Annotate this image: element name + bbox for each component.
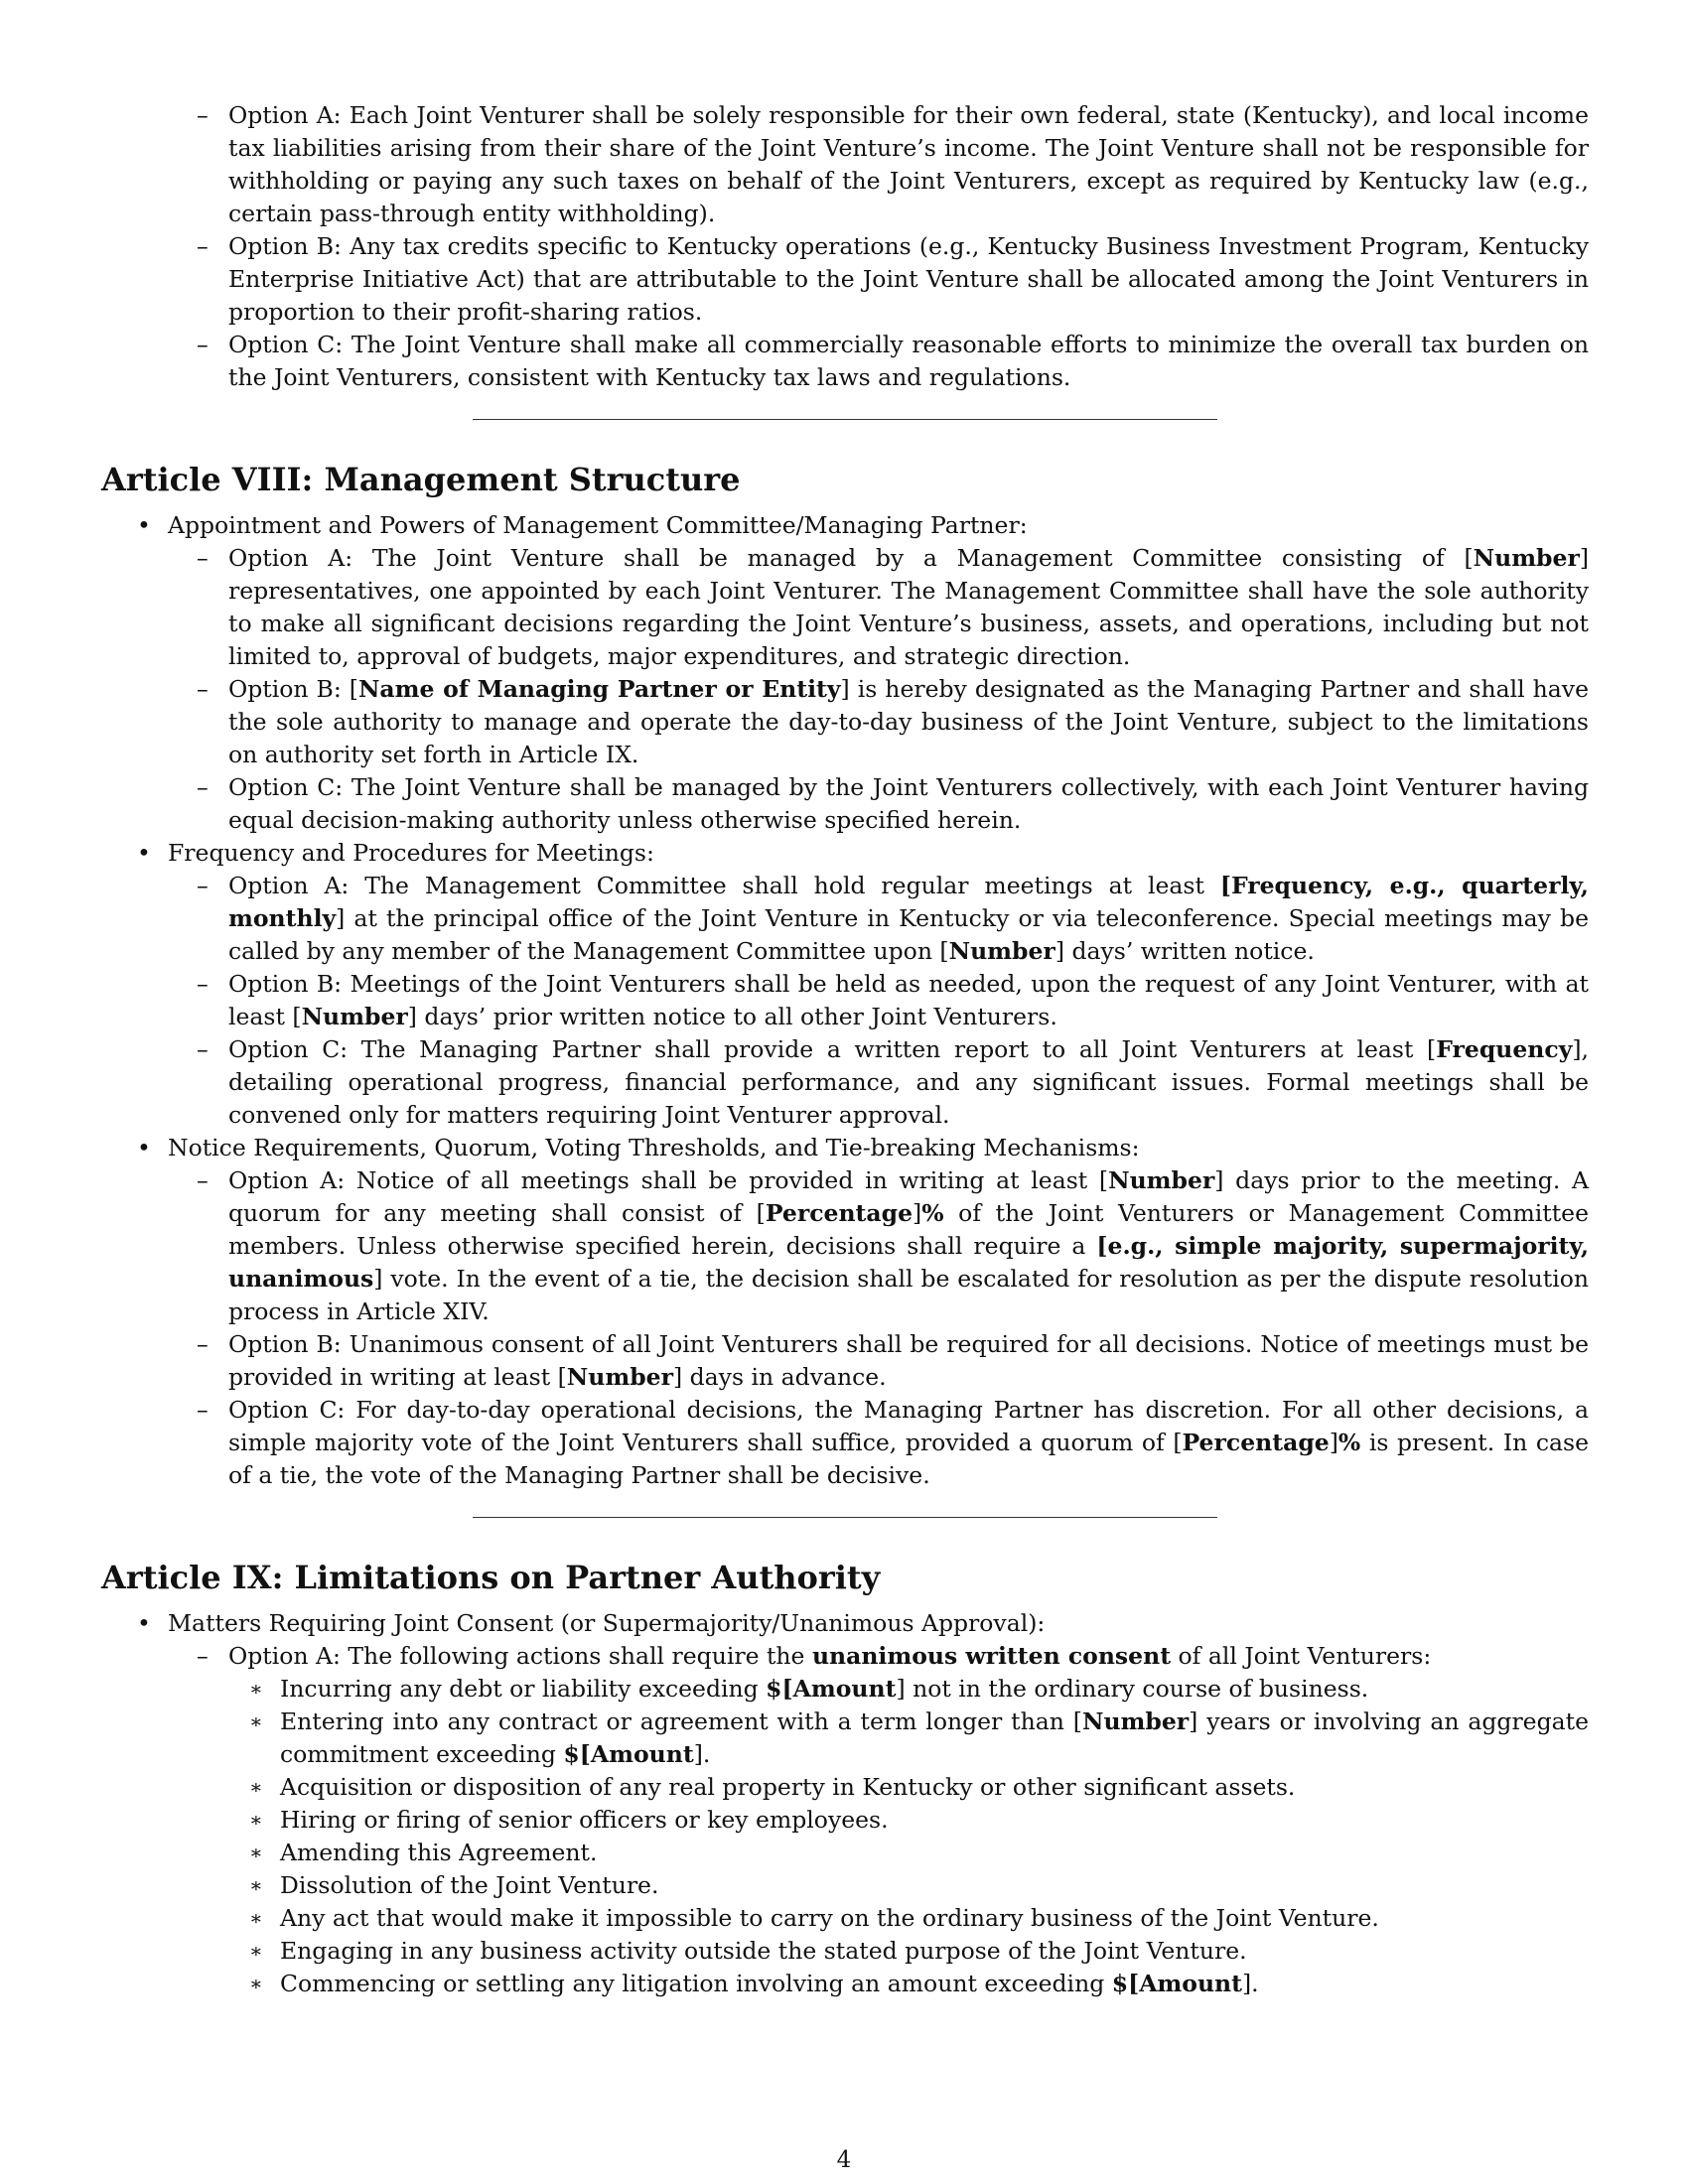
asterisk-marker: ∗ xyxy=(249,1808,263,1832)
article-viii-section-meetings xyxy=(101,837,1589,870)
dash-marker: – xyxy=(197,1035,209,1063)
list-item: ∗ Commencing or settling any litigation involving an amount exceeding $[Amount]. xyxy=(101,1968,1589,2000)
list-item: ∗ Any act that would make it impossible to carry on the ordinary business of the Joint Venture. xyxy=(101,1902,1589,1935)
bullet-marker: • xyxy=(137,839,151,867)
dash-marker: – xyxy=(197,1166,209,1194)
notice-option-a: – Option A: Notice of all meetings shall be provided in writing at least [Number] days prior to the meeting. A quorum for any meeting shall consist of [Percentage]% of the Joint Venturers or Management Committee members. Unless otherwise specified herein, decisions shall require a [e.g., simple majority, supermajority, unanimous] vote. In the event of a tie, the decision shall be escalated for resolution as per the dispute resolution process in Article XIV. xyxy=(197,1166,1589,1325)
article-viii-section-appointment xyxy=(101,509,1589,542)
dash-marker: – xyxy=(197,232,209,260)
notice-option-b: – Option B: Unanimous consent of all Joint Venturers shall be required for all decisions. Notice of meetings must be provided in writing at least [Number] days in advance. xyxy=(197,1330,1589,1391)
tax-option-c xyxy=(101,329,1589,394)
option-text: Option B: Any tax credits specific to Kentucky operations (e.g., Kentucky Business Investment Program, Kentucky Enterprise Initiative Act) that are attributable to the Joint Venture shall be allocated among the Joint Venturers in proportion to their profit-sharing ratios. xyxy=(228,232,1589,326)
list-item: ∗ Acquisition or disposition of any real property in Kentucky or other significant assets. xyxy=(101,1771,1589,1804)
section-label: Appointment and Powers of Management Committee/Managing Partner: xyxy=(168,511,1028,539)
dash-marker: – xyxy=(197,1330,209,1358)
asterisk-marker: ∗ xyxy=(249,1906,263,1930)
dash-marker: – xyxy=(197,101,209,129)
meetings-option-b: – Option B: Meetings of the Joint Venturers shall be held as needed, upon the request of any Joint Venturer, with at least [Number] days’ prior written notice to all other Joint Venturers. xyxy=(197,970,1589,1030)
page-content xyxy=(101,99,1589,2000)
article-viii-heading: Article VIII: Management Structure xyxy=(101,461,741,498)
meetings-option-a: – Option A: The Management Committee shall hold regular meetings at least [Frequency, e.g., quarterly, monthly] at the principal office of the Joint Venture in Kentucky or via teleconference. Special meetings may be called by any member of the Management Committee upon [Number] days’ written notice. xyxy=(197,872,1589,965)
asterisk-marker: ∗ xyxy=(249,1775,263,1799)
asterisk-marker: ∗ xyxy=(249,1873,263,1897)
dash-marker: – xyxy=(197,1642,209,1670)
asterisk-marker: ∗ xyxy=(249,1841,263,1864)
dash-marker: – xyxy=(197,970,209,998)
notice-option-c: – Option C: For day-to-day operational decisions, the Managing Partner has discretion. For all other decisions, a simple majority vote of the Joint Venturers shall suffice, provided a quorum of [Percentage]% is present. In case of a tie, the vote of the Managing Partner shall be decisive. xyxy=(197,1396,1589,1489)
dash-marker: – xyxy=(197,675,209,703)
list-item: ∗ Engaging in any business activity outside the stated purpose of the Joint Venture. xyxy=(101,1935,1589,1968)
article-ix-heading: Article IX: Limitations on Partner Authority xyxy=(101,1559,881,1596)
bullet-marker: • xyxy=(137,511,151,539)
article-ix-section-joint-consent xyxy=(101,1607,1589,1640)
list-item: ∗ Entering into any contract or agreement with a term longer than [Number] years or involving an aggregate commitment exceeding $[Amount]. xyxy=(249,1707,1589,1768)
section-label: Matters Requiring Joint Consent (or Supermajority/Unanimous Approval): xyxy=(168,1609,1046,1637)
option-text: Option C: The Joint Venture shall make all commercially reasonable efforts to minimize the overall tax burden on the Joint Venturers, consistent with Kentucky tax laws and regulations. xyxy=(228,331,1589,391)
list-item: ∗ Hiring or firing of senior officers or key employees. xyxy=(101,1804,1589,1837)
section-divider xyxy=(473,419,1217,420)
appointment-option-b: – Option B: [Name of Managing Partner or Entity] is hereby designated as the Managing Partner and shall have the sole authority to manage and operate the day-to-day business of the Joint Venture, subject to the limitations on authority set forth in Article IX. xyxy=(197,675,1589,768)
dash-marker: – xyxy=(197,872,209,899)
article-viii-section-notice xyxy=(101,1132,1589,1164)
appointment-option-a: – Option A: The Joint Venture shall be managed by a Management Committee consisting of [Number] representatives, one appointed by each Joint Venturer. The Management Committee shall have the sole authority to make all significant decisions regarding the Joint Venture’s business, assets, and operations, including but not limited to, approval of budgets, major expenditures, and strategic direction. xyxy=(197,544,1589,670)
tax-option-a xyxy=(101,99,1589,230)
list-item: ∗ Dissolution of the Joint Venture. xyxy=(101,1869,1589,1902)
tax-option-b xyxy=(101,230,1589,329)
page-number: 4 xyxy=(836,2147,852,2173)
list-item: ∗ Amending this Agreement. xyxy=(101,1837,1589,1869)
list-item: ∗ Incurring any debt or liability exceeding $[Amount] not in the ordinary course of business. xyxy=(101,1673,1589,1706)
dash-marker: – xyxy=(197,544,209,572)
option-text: Option A: Each Joint Venturer shall be solely responsible for their own federal, state (Kentucky), and local income tax liabilities arising from their share of the Joint Venture’s income. The Joint Venture shall not be responsible for withholding or paying any such taxes on behalf of the Joint Venturers, except as required by Kentucky law (e.g., certain pass-through entity withholding). xyxy=(228,101,1589,227)
dash-marker: – xyxy=(197,773,209,801)
joint-consent-option-a: – Option A: The following actions shall require the unanimous written consent of all Joint Venturers: xyxy=(101,1640,1589,1673)
appointment-option-c: – Option C: The Joint Venture shall be managed by the Joint Venturers collectively, with each Joint Venturer having equal decision-making authority unless otherwise specified herein. xyxy=(197,773,1589,834)
asterisk-marker: ∗ xyxy=(249,1709,263,1733)
section-divider xyxy=(473,1517,1217,1518)
section-label: Frequency and Procedures for Meetings: xyxy=(168,839,654,867)
section-label: Notice Requirements, Quorum, Voting Thresholds, and Tie-breaking Mechanisms: xyxy=(168,1134,1140,1161)
dash-marker: – xyxy=(197,331,209,358)
meetings-option-c: – Option C: The Managing Partner shall provide a written report to all Joint Venturers at least [Frequency], detailing operational progress, financial performance, and any significant issues. Formal meetings shall be convened only for matters requiring Joint Venturer approval. xyxy=(197,1035,1589,1129)
bullet-marker: • xyxy=(137,1134,151,1161)
dash-marker: – xyxy=(197,1396,209,1424)
asterisk-marker: ∗ xyxy=(249,1972,263,1995)
asterisk-marker: ∗ xyxy=(249,1939,263,1963)
bullet-marker: • xyxy=(137,1609,151,1637)
asterisk-marker: ∗ xyxy=(249,1677,263,1701)
